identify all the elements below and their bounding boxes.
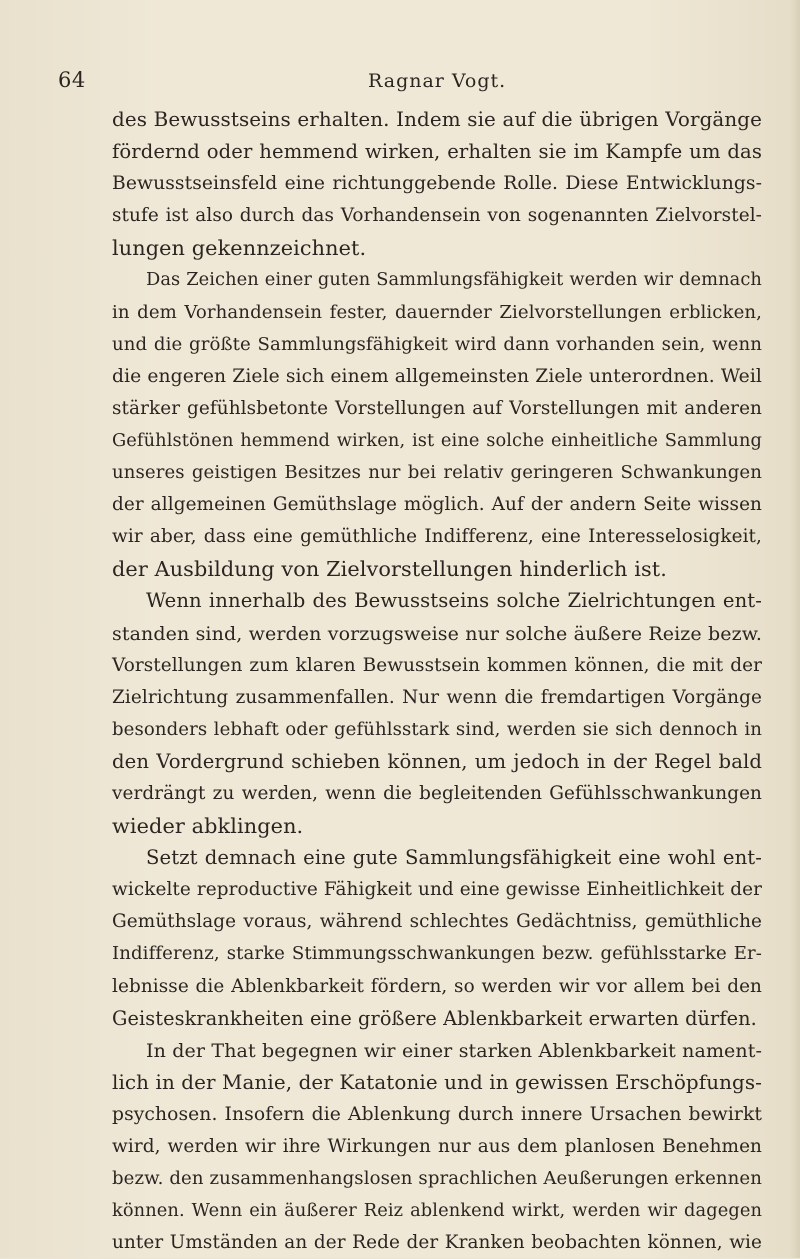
running-head: Ragnar Vogt. [368,70,507,92]
paragraph [112,585,762,842]
text-line: stärker gefühlsbetonte Vorstellungen auf Vorstellungen mit anderen [112,397,762,419]
text-line: Geisteskrankheiten eine größere Ablenkbarkeit erwarten dürfen. [112,1006,757,1030]
paragraph [112,1035,762,1259]
text-line: die engeren Ziele sich einem allgemeinsten Ziele unterordnen. Weil [112,365,762,387]
text-line: in dem Vorhandensein fester, dauernder Zielvorstellungen erblicken, [112,301,762,323]
text-line: lungen gekennzeichnet. [112,236,367,261]
text-line: verdrängt zu werden, wenn die begleitenden Gefühlsschwankungen [112,782,762,804]
text-line: Bewusstseinsfeld eine richtunggebende Rolle. Diese Entwicklungs- [112,173,762,195]
text-line: stufe ist also durch das Vorhandensein von sogenannten Zielvorstel- [112,205,762,227]
text-line: unter Umständen an der Rede der Kranken beobachten können, wie [112,1232,762,1254]
text-line: lich in der Manie, der Katatonie und in gewissen Erschöpfungs- [112,1070,762,1094]
text-line: wird, werden wir ihre Wirkungen nur aus dem planlosen Benehmen [112,1136,762,1157]
text-line: Gefühlstönen hemmend wirken, ist eine solche einheitliche Sammlung [112,429,762,451]
paragraph [112,264,762,585]
paragraph [112,842,762,1035]
text-line: und die größte Sammlungsfähigkeit wird dann vorhanden sein, wenn [112,333,762,355]
text-line: bezw. den zusammenhangslosen sprachlichen Aeußerungen erkennen [112,1168,762,1190]
text-line: Vorstellungen zum klaren Bewusstsein kommen können, die mit der [112,654,762,676]
text-line: der Ausbildung von Zielvorstellungen hinderlich ist. [112,557,667,582]
text-line: des Bewusstseins erhalten. Indem sie auf die übrigen Vorgänge [112,108,762,131]
body-text [112,104,762,1259]
text-line: In der That begegnen wir einer starken Ablenkbarkeit nament- [146,1039,762,1062]
text-line: Wenn innerhalb des Bewusstseins solche Zielrichtungen ent- [146,589,762,613]
text-line: standen sind, werden vorzugsweise nur solche äußere Reize bezw. [112,622,762,645]
page-header [0,68,800,98]
paragraph [112,104,762,264]
text-line: Das Zeichen einer guten Sammlungsfähigkeit werden wir demnach [146,269,762,291]
text-line: den Vordergrund schieben können, um jedoch in der Regel bald [112,749,762,773]
text-line: lebnisse die Ablenkbarkeit fördern, so werden wir vor allem bei den [112,975,762,997]
text-line: der allgemeinen Gemüthslage möglich. Auf der andern Seite wissen [112,494,762,516]
text-line: Zielrichtung zusammenfallen. Nur wenn die fremdartigen Vorgänge [112,686,762,708]
text-line: wir aber, dass eine gemüthliche Indifferenz, eine Interesselosigkeit, [112,526,762,548]
text-line: Gemüthslage voraus, während schlechtes Gedächtniss, gemüthliche [112,911,762,933]
text-line: fördernd oder hemmend wirken, erhalten sie im Kampfe um das [112,140,762,164]
page-number: 64 [58,68,86,92]
text-line: besonders lebhaft oder gefühlsstark sind, werden sie sich dennoch in [112,718,762,740]
text-line: können. Wenn ein äußerer Reiz ablenkend wirkt, werden wir dagegen [112,1200,762,1222]
text-line: Indifferenz, starke Stimmungsschwankungen bezw. gefühlsstarke Er- [112,943,762,965]
text-line: Setzt demnach eine gute Sammlungsfähigkeit eine wohl ent- [146,846,762,870]
text-line: psychosen. Insofern die Ablenkung durch innere Ursachen bewirkt [112,1103,762,1125]
page-edge-shadow [790,0,800,1258]
text-line: wickelte reproductive Fähigkeit und eine gewisse Einheitlichkeit der [112,879,762,901]
text-line: unseres geistigen Besitzes nur bei relativ geringeren Schwankungen [112,462,762,484]
text-line: wieder abklingen. [112,814,304,839]
